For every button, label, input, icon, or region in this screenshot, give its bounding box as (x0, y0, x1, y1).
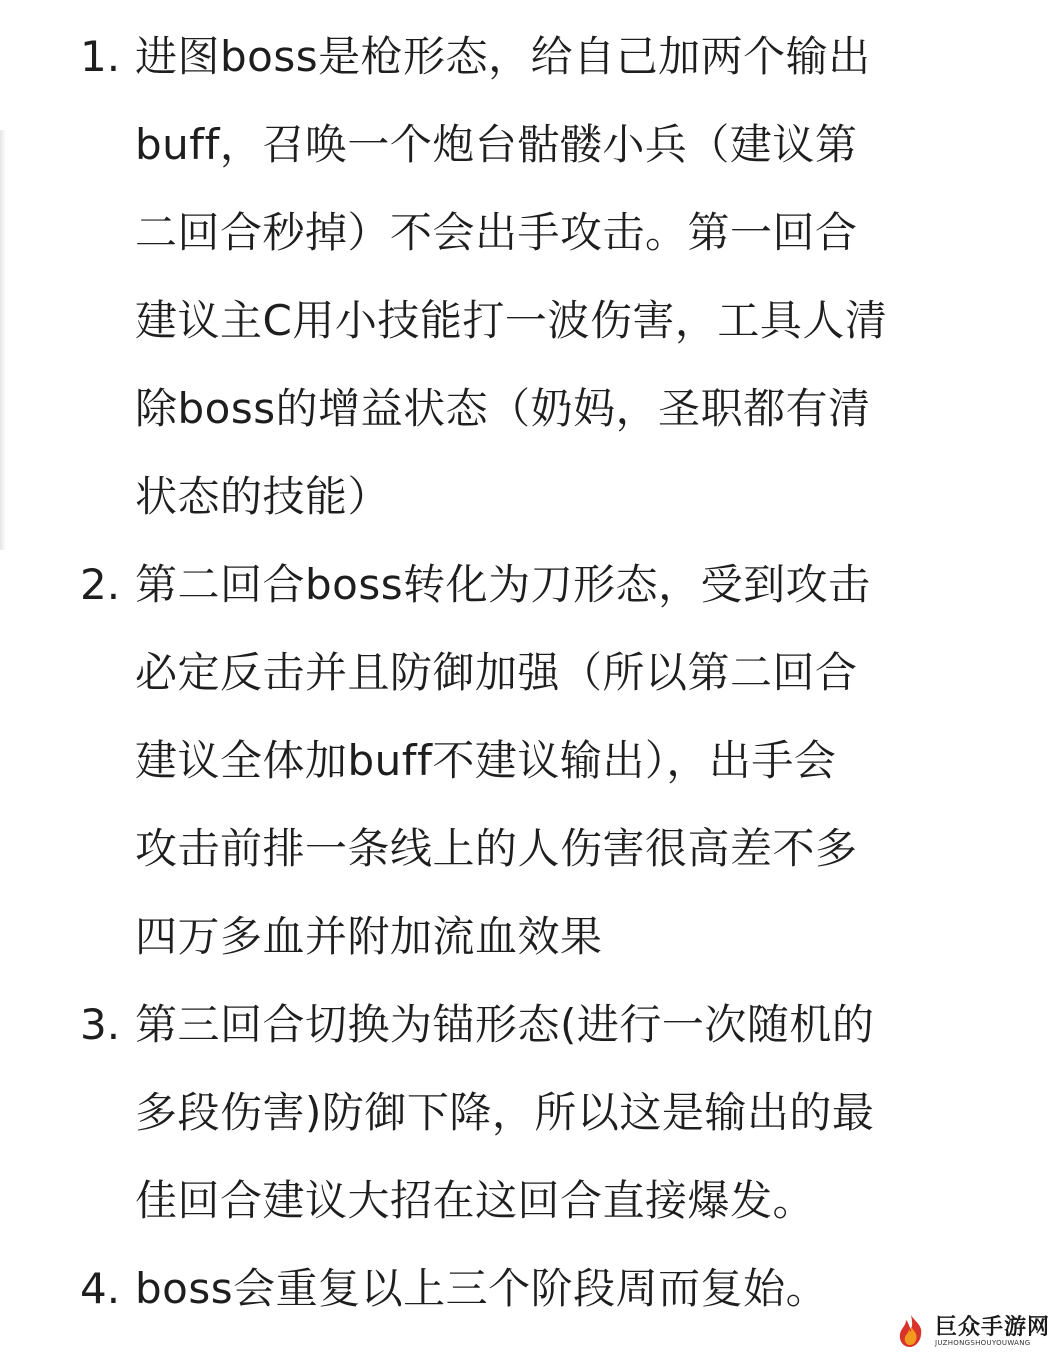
text-line: boss会重复以上三个阶段周而复始。 (135, 1264, 829, 1313)
flame-logo-icon (893, 1313, 929, 1349)
text-line: buff，召唤一个炮台骷髅小兵（建议第 (135, 120, 858, 169)
item-number: 4. (80, 1264, 121, 1313)
list-item (80, 981, 1000, 1245)
list-item (80, 13, 1000, 541)
text-line: 建议全体加buff不建议输出），出手会 (135, 736, 837, 785)
item-text (135, 541, 1000, 981)
strategy-list (80, 0, 1000, 1333)
text-line: 多段伤害)防御下降，所以这是输出的最 (135, 1088, 875, 1137)
watermark-text (935, 1315, 1050, 1348)
text-line: 二回合秒掉）不会出手攻击。第一回合 (135, 208, 858, 257)
list-item (80, 541, 1000, 981)
item-text (135, 1245, 1000, 1333)
text-line: 佳回合建议大招在这回合直接爆发。 (135, 1176, 816, 1225)
page-edge-shadow (0, 130, 6, 550)
text-line: 攻击前排一条线上的人伤害很高差不多 (135, 824, 858, 873)
text-line: 第三回合切换为锚形态(进行一次随机的 (135, 1000, 875, 1049)
text-line: 建议主C用小技能打一波伤害，工具人清 (135, 296, 888, 345)
watermark-sub: JUZHONGSHOUYOUWANG (934, 1338, 1031, 1347)
item-number: 2. (80, 560, 121, 609)
item-text (135, 13, 1000, 541)
item-number: 1. (80, 32, 121, 81)
text-line: 状态的技能） (135, 472, 391, 521)
text-line: 必定反击并且防御加强（所以第二回合 (135, 648, 858, 697)
text-line: 除boss的增益状态（奶妈，圣职都有清 (135, 384, 871, 433)
item-text (135, 981, 1000, 1245)
text-line: 第二回合boss转化为刀形态，受到攻击 (135, 560, 871, 609)
watermark-name: 巨众手游网 (934, 1313, 1050, 1340)
text-line: 进图boss是枪形态，给自己加两个输出 (135, 32, 871, 81)
item-number: 3. (80, 1000, 121, 1049)
text-line: 四万多血并附加流血效果 (135, 912, 603, 961)
list-item (80, 1245, 1000, 1333)
site-watermark (893, 1313, 1050, 1349)
